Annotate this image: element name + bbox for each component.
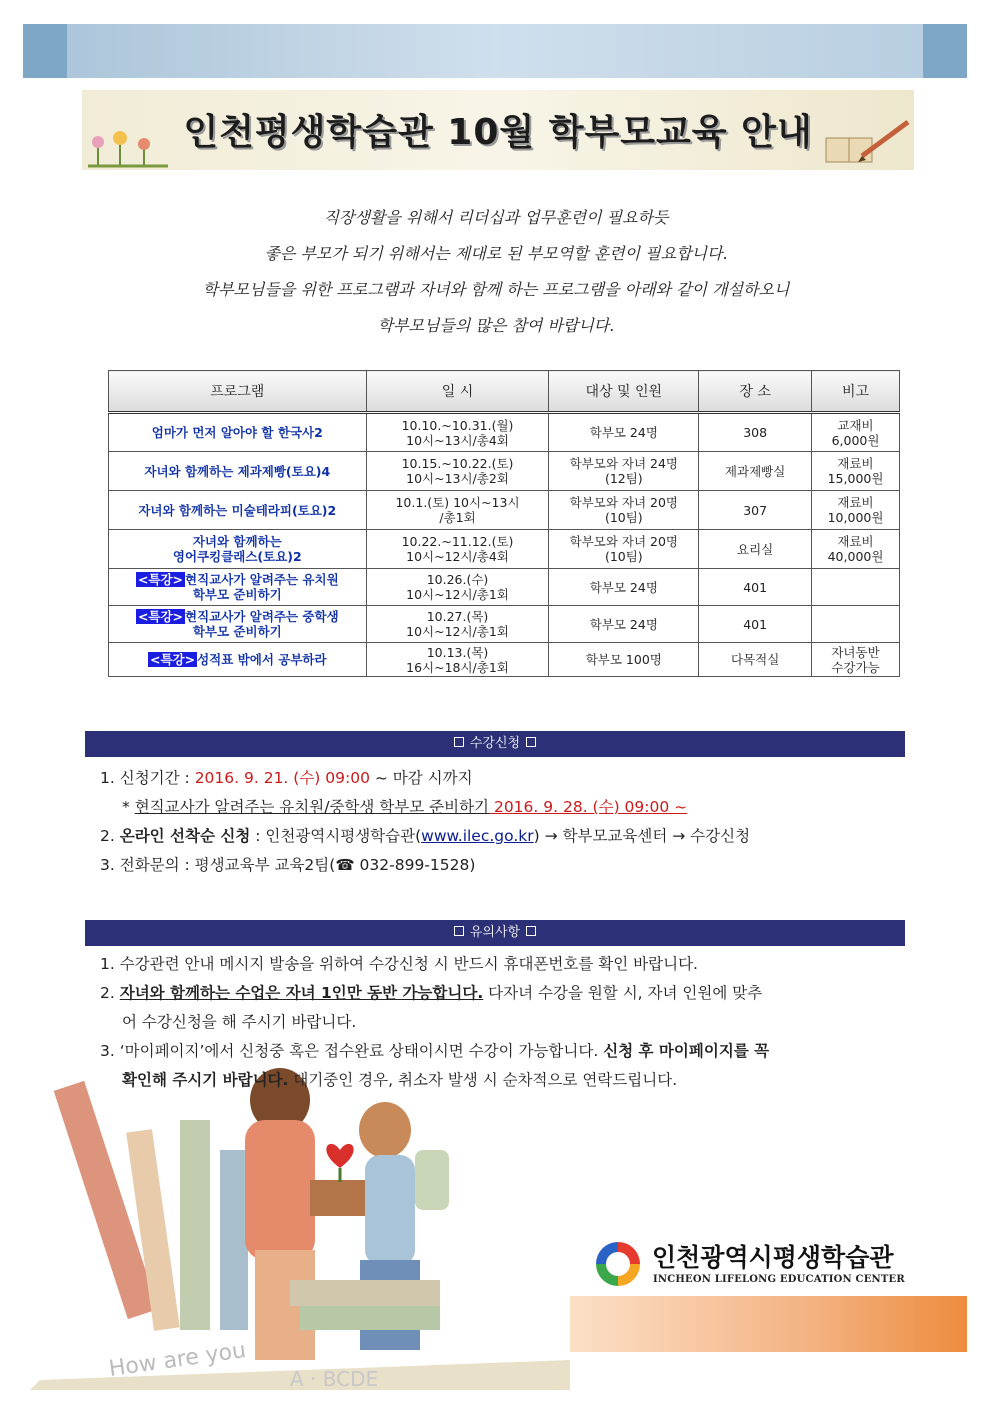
item-text: : 인천광역시평생학습관( bbox=[250, 827, 422, 845]
item-text: 대기중인 경우, 취소자 발생 시 순차적으로 연락드립니다. bbox=[288, 1071, 678, 1089]
item-bold-text: 온라인 선착순 신청 bbox=[119, 827, 251, 845]
item-text: ) → 학부모교육센터 → 수강신청 bbox=[533, 827, 751, 845]
target-teams: (12팀) bbox=[604, 471, 643, 486]
note-line: 재료비 bbox=[837, 456, 874, 471]
note-line: 40,000원 bbox=[827, 549, 884, 564]
time-range: 10시~12시/총1회 bbox=[406, 587, 509, 602]
title-banner bbox=[82, 90, 914, 170]
target-cell bbox=[549, 491, 699, 530]
item-text: 3. ‘마이페이지’에서 신청중 혹은 접수완료 상태이시면 수강이 가능합니다. bbox=[100, 1042, 604, 1060]
header-program: 프로그램 bbox=[109, 371, 367, 413]
note-cell bbox=[812, 452, 900, 491]
section-title: 수강신청 bbox=[469, 736, 521, 751]
book-pencil-illustration bbox=[822, 116, 912, 166]
section-title: 유의사항 bbox=[469, 925, 521, 940]
intro-line: 좋은 부모가 되기 위해서는 제대로 된 부모역할 훈련이 필요합니다. bbox=[264, 244, 728, 263]
time-range: 16시~18시/총1회 bbox=[406, 659, 509, 675]
program-label: 현직교사가 알려주는 중학생 bbox=[185, 609, 339, 624]
date-range: 10.15.~10.22.(토) bbox=[401, 456, 514, 471]
target-text: 학부모와 자녀 20명 bbox=[569, 495, 678, 510]
note-line: 재료비 bbox=[837, 495, 874, 510]
note-cell bbox=[812, 606, 900, 643]
item-number: 2. bbox=[100, 984, 120, 1002]
item-text: 3. 전화문의 : 평생교육부 교육2팀( bbox=[100, 856, 336, 874]
target-text: 학부모 24명 bbox=[589, 425, 658, 440]
page-title: 인천평생학습관 10월 학부모교육 안내 bbox=[183, 112, 813, 153]
top-bar-right-block bbox=[923, 24, 967, 78]
program-schedule-table bbox=[108, 370, 900, 677]
date-range: 10.1.(토) 10시~13시 bbox=[395, 495, 520, 510]
item-number: 2. bbox=[100, 827, 120, 845]
phone-icon: ☎ bbox=[335, 856, 355, 874]
list-item-continuation bbox=[100, 1066, 915, 1095]
note-date: 2016. 9. 28. (수) 09:00 ~ bbox=[489, 798, 688, 816]
item-bold-text: 신청 후 마이페이지를 꼭 bbox=[603, 1042, 770, 1060]
date-range: 10.27.(목) bbox=[426, 609, 489, 624]
program-label-line2: 학부모 준비하기 bbox=[192, 587, 282, 602]
note-cell bbox=[812, 413, 900, 452]
intro-text bbox=[0, 200, 992, 344]
target-cell bbox=[549, 530, 699, 569]
square-bullet-icon bbox=[454, 737, 464, 747]
square-bullet-icon bbox=[526, 737, 536, 747]
bottom-decor-bar bbox=[570, 1296, 967, 1352]
target-cell bbox=[549, 413, 699, 452]
program-name bbox=[109, 413, 367, 452]
item-label: 1. 신청기간 : bbox=[100, 769, 195, 787]
place-cell: 제과제빵실 bbox=[699, 452, 812, 491]
list-item bbox=[100, 1037, 915, 1066]
list-item-note bbox=[100, 793, 915, 822]
list-item-continuation: 어 수강신청을 해 주시기 바랍니다. bbox=[122, 1013, 357, 1031]
notice-list bbox=[100, 950, 915, 1095]
special-lecture-tag: <특강> bbox=[137, 572, 184, 587]
time-range: 10시~12시/총1회 bbox=[406, 624, 509, 639]
time-range: 10시~13시/총4회 bbox=[406, 432, 509, 448]
note-cell bbox=[812, 643, 900, 677]
list-item bbox=[100, 764, 915, 793]
date-range: 10.26.(수) bbox=[426, 572, 489, 587]
intro-line: 학부모님들을 위한 프로그램과 자녀와 함께 하는 프로그램을 아래와 같이 개설하오니 bbox=[202, 280, 790, 299]
time-range: 10시~12시/총4회 bbox=[406, 549, 509, 564]
target-cell bbox=[549, 606, 699, 643]
target-cell bbox=[549, 569, 699, 606]
program-name bbox=[109, 491, 367, 530]
target-text: 학부모와 자녀 24명 bbox=[569, 456, 678, 471]
target-text: 학부모와 자녀 20명 bbox=[569, 534, 678, 549]
table-row bbox=[109, 643, 900, 677]
target-text: 학부모 24명 bbox=[589, 616, 658, 632]
target-cell bbox=[549, 643, 699, 677]
place-cell: 401 bbox=[699, 569, 812, 606]
header-place: 장 소 bbox=[699, 371, 812, 413]
list-item bbox=[100, 851, 915, 880]
program-label: 자녀와 함께하는 미술테라피(토요)2 bbox=[138, 502, 337, 518]
header-target: 대상 및 인원 bbox=[549, 371, 699, 413]
item-bold-text: 자녀와 함께하는 수업은 자녀 1인만 동반 가능합니다. bbox=[119, 984, 484, 1002]
program-label: 엄마가 먼저 알아야 할 한국사2 bbox=[151, 425, 323, 440]
logo-english-name: INCHEON LIFELONG EDUCATION CENTER bbox=[653, 1274, 905, 1285]
svg-text:How are you: How are you bbox=[107, 1337, 248, 1382]
program-label: 성적표 밖에서 공부하라 bbox=[197, 652, 327, 667]
asterisk: * bbox=[122, 798, 135, 816]
note-line: 10,000원 bbox=[827, 510, 884, 525]
program-label-line2: 영어쿠킹클래스(토요)2 bbox=[172, 549, 302, 564]
phone-number: 032-899-1528) bbox=[354, 856, 476, 874]
item-bold-text: 확인해 주시기 바랍니다. bbox=[122, 1071, 289, 1089]
datetime-cell bbox=[366, 452, 549, 491]
square-bullet-icon bbox=[454, 926, 464, 936]
datetime-cell bbox=[366, 569, 549, 606]
list-item: 1. 수강관련 안내 메시지 발송을 위하여 수강신청 시 반드시 휴대폰번호를 확인 바랍니다. bbox=[100, 955, 698, 973]
program-name bbox=[109, 643, 367, 677]
header-datetime: 일 시 bbox=[366, 371, 549, 413]
note-cell bbox=[812, 491, 900, 530]
datetime-cell bbox=[366, 643, 549, 677]
datetime-cell bbox=[366, 491, 549, 530]
note-line: 교재비 bbox=[837, 417, 874, 433]
program-name bbox=[109, 530, 367, 569]
target-teams: (10팀) bbox=[604, 549, 643, 564]
list-item bbox=[100, 979, 915, 1008]
table-header-row bbox=[109, 371, 900, 413]
place-cell: 요리실 bbox=[699, 530, 812, 569]
note-line: 6,000원 bbox=[831, 432, 880, 448]
datetime-cell bbox=[366, 530, 549, 569]
item-text: 다자녀 수강을 원할 시, 자녀 인원에 맞추 bbox=[483, 984, 763, 1002]
program-name bbox=[109, 452, 367, 491]
header-note: 비고 bbox=[812, 371, 900, 413]
place-cell: 다목적실 bbox=[699, 643, 812, 677]
table-row bbox=[109, 606, 900, 643]
program-label: 자녀와 함께하는 bbox=[192, 534, 282, 549]
note-line: 15,000원 bbox=[827, 471, 884, 486]
note-cell bbox=[812, 569, 900, 606]
program-label: 자녀와 함께하는 제과제빵(토요)4 bbox=[144, 463, 331, 479]
program-label-line2: 학부모 준비하기 bbox=[192, 624, 282, 639]
special-lecture-tag: <특강> bbox=[137, 609, 184, 624]
logo-korean-name: 인천광역시평생학습관 bbox=[652, 1243, 894, 1272]
intro-line: 학부모님들의 많은 참여 바랍니다. bbox=[377, 316, 615, 335]
place-cell: 308 bbox=[699, 413, 812, 452]
registration-section-header bbox=[85, 731, 905, 757]
note-line: 수강가능 bbox=[831, 659, 880, 675]
website-link[interactable]: www.ilec.go.kr bbox=[421, 827, 534, 845]
date-range: 10.22.~11.12.(토) bbox=[401, 534, 514, 549]
target-teams: (10팀) bbox=[604, 510, 643, 525]
center-logo bbox=[596, 1238, 926, 1298]
place-cell: 307 bbox=[699, 491, 812, 530]
note-cell bbox=[812, 530, 900, 569]
target-text: 학부모 24명 bbox=[589, 579, 658, 595]
logo-mark-icon bbox=[596, 1242, 640, 1286]
apply-start-date: 2016. 9. 21. (수) 09:00 bbox=[194, 769, 370, 787]
table-row bbox=[109, 452, 900, 491]
date-range: 10.13.(목) bbox=[426, 644, 489, 660]
table-row bbox=[109, 413, 900, 452]
note-text: 현직교사가 알려주는 유치원/중학생 학부모 준비하기 bbox=[134, 798, 490, 816]
notice-section-header bbox=[85, 920, 905, 946]
top-bar-left-block bbox=[23, 24, 67, 78]
table-row bbox=[109, 491, 900, 530]
item-text: ~ 마감 시까지 bbox=[369, 769, 473, 787]
target-text: 학부모 100명 bbox=[585, 652, 662, 667]
place-cell: 401 bbox=[699, 606, 812, 643]
table-row bbox=[109, 530, 900, 569]
program-label: 현직교사가 알려주는 유치원 bbox=[185, 572, 339, 587]
top-decor-bar bbox=[23, 24, 967, 78]
note-line: 자녀동반 bbox=[831, 644, 880, 660]
special-lecture-tag: <특강> bbox=[150, 652, 196, 667]
program-name bbox=[109, 569, 367, 606]
mother-child-illustration bbox=[30, 1060, 570, 1390]
list-item bbox=[100, 822, 915, 851]
square-bullet-icon bbox=[526, 926, 536, 936]
svg-text:A · BCDE: A · BCDE bbox=[290, 1367, 379, 1390]
registration-list bbox=[100, 764, 915, 880]
program-name bbox=[109, 606, 367, 643]
table-row bbox=[109, 569, 900, 606]
note-line: 재료비 bbox=[837, 534, 874, 549]
datetime-cell bbox=[366, 413, 549, 452]
date-range: 10.10.~10.31.(월) bbox=[401, 417, 514, 433]
intro-line: 직장생활을 위해서 리더십과 업무훈련이 필요하듯 bbox=[323, 208, 669, 227]
target-cell bbox=[549, 452, 699, 491]
datetime-cell bbox=[366, 606, 549, 643]
time-range: /총1회 bbox=[439, 510, 476, 525]
time-range: 10시~13시/총2회 bbox=[406, 471, 509, 486]
